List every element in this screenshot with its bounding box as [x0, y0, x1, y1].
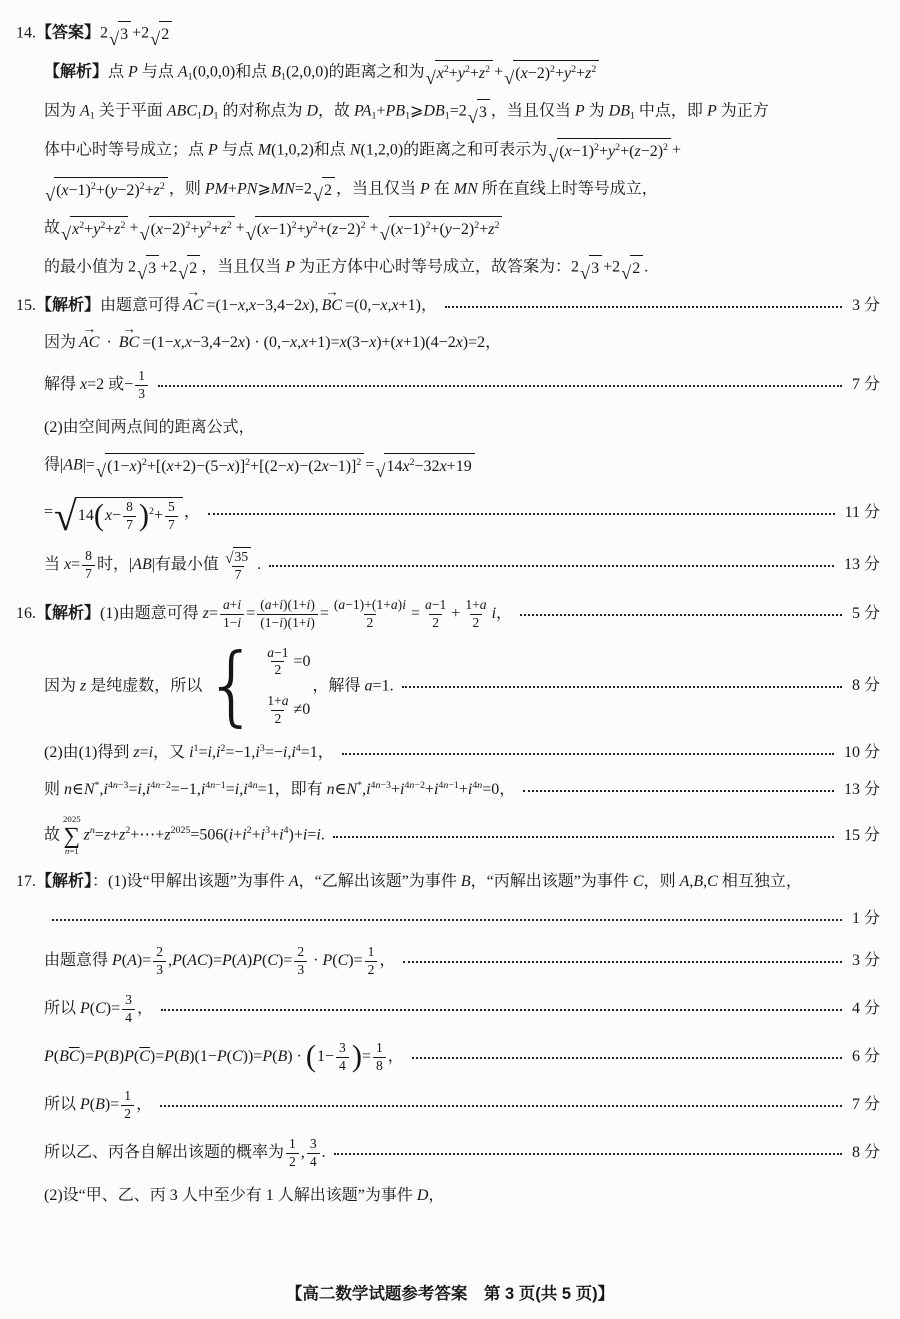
line-text: 则 $n\in N^*,i^{4n-3}=i,i^{4n-2}=-1,i^{4n-1}=i,i^{4n}=1$，即有 $n\in N^*,i^{4n-3}+i^{4n-2}+i^{4n-1}+i^{4n}=0$，: [44, 780, 516, 799]
line-text: 因为 AC → · BC → =(1−x,x−3,4−2x) · (0,−x,x+1)=x(3−x)+(x+1)(4−2x)=2，: [44, 331, 501, 355]
line-text: = √ 14 ( x− $\frac{8}{7}$ ) $^2$+ $\frac{5}{7}$ ，: [44, 492, 200, 539]
score-label: 3 分: [851, 297, 880, 314]
score-label: 8 分: [851, 677, 880, 695]
line-text: 解得 x=2 或− $\frac{1}{3}$: [44, 368, 150, 403]
score-label: 3 分: [851, 952, 880, 970]
line-q14-line5: [0, 216, 900, 242]
score-label: 1 分: [851, 909, 880, 927]
line-q14-line2: [0, 99, 900, 125]
line-q15-line2: [0, 331, 900, 355]
line-q17-line2: [0, 907, 900, 931]
dotted-leader: [208, 511, 835, 515]
line-text: 17.【解析】：(1)设“甲解出该题”为事件 A，“乙解出该题”为事件 B，“丙解出该题”为事件 C，则 A,B,C 相互独立，: [16, 872, 802, 890]
score-label: 4 分: [851, 1000, 880, 1018]
line-text: 【解析】点 P 与点 $A_1(0,0,0)$和点 $B_1(2,0,0)$的距离之和为 √ $x^2+y^2+z^2$ + √ $(x-2)^2+y^2+z^2$: [44, 60, 600, 86]
dotted-leader: [523, 788, 834, 792]
score-label: 11 分: [844, 503, 880, 521]
dotted-leader: [158, 383, 842, 387]
score-label: 10 分: [843, 744, 880, 762]
line-q17-line5: [0, 1040, 900, 1075]
line-q15-line5: [0, 453, 900, 479]
line-text: 由题意得 P(A)= $\frac{2}{3}$ ,P(AC)=P(A)P(C)= $\frac{2}{3}$ · P(C)= $\frac{1}{2}$ ，: [44, 943, 396, 977]
dotted-leader: [333, 834, 834, 838]
line-q15-line1: [0, 294, 900, 318]
line-q16-line4: [0, 778, 900, 802]
dotted-leader: [520, 612, 842, 616]
dotted-leader: [342, 751, 834, 755]
line-q15-line7: [0, 547, 900, 584]
line-text: 故 2025 ∑ n=1 $z^n=z+z^2+\cdots+z^{2025}=506(i+i^2+i^3+i^4)+i=i$.: [44, 814, 325, 857]
score-label: 7 分: [851, 376, 880, 394]
line-text: 当 x= $\frac{8}{7}$ 时，|AB|有最小值 √ 35 7 .: [44, 547, 262, 582]
line-q17-line4: [0, 992, 900, 1027]
line-q14-line1: [0, 60, 900, 86]
line-q16-line3: [0, 741, 900, 765]
line-text: 故 √ $x^2+y^2+z^2$ + √ $(x-2)^2+y^2+z^2$ + √ $(x-1)^2+y^2+(z-2)^2$ + √ $(x-1)^2+(y-2)^2+z^2$: [44, 216, 503, 242]
dotted-leader: [445, 304, 842, 308]
score-label: 13 分: [843, 556, 880, 574]
line-q15-line3: [0, 368, 900, 403]
line-q14-line4: [0, 177, 900, 203]
line-q15-line6: [0, 492, 900, 539]
line-text: 16.【解析】(1)由题意可得 z= $\frac{a+i}{1-i}$ = $\frac{(a+i)(1+i)}{(1-i)(1+i)}$ = $\frac{(a-1)+(1+a)i}{2}$ = $\frac{a-1}{2}$ + $\frac{1+a}{2}$ i，: [16, 596, 513, 630]
line-text: 体中心时等号成立；点 P 与点 M(1,0,2)和点 N(1,2,0)的距离之和可表示为 √ $(x-1)^2+y^2+(z-2)^2$ +: [44, 138, 681, 164]
dotted-leader: [160, 1103, 842, 1107]
line-q17-line8: [0, 1184, 900, 1208]
line-text: (2)由(1)得到 z=i，又 $i^1=i,i^2=-1,i^3=-i,i^4=1$，: [44, 743, 334, 762]
dotted-leader: [412, 1055, 842, 1059]
line-q14-line6: [0, 255, 900, 281]
line-text: 14.【答案】2 √ 3 +2 √ 2: [16, 21, 173, 47]
answer-content: [0, 21, 900, 1208]
dotted-leader: [52, 917, 842, 921]
line-text: (2)设“甲、乙、丙 3 人中至少有 1 人解出该题”为事件 D，: [44, 1186, 445, 1204]
line-text: √ $(x-1)^2+(y-2)^2+z^2$ ，则 PM+PN⩾MN=2 √ 2 ，当且仅当 P 在 MN 所在直线上时等号成立，: [44, 177, 658, 203]
score-label: 6 分: [851, 1048, 880, 1066]
line-text: 15.【解析】由题意可得 AC → =(1−x,x−3,4−2x), BC → =(0,−x,x+1)，: [16, 294, 437, 318]
line-text: 的最小值为 2 √ 3 +2 √ 2 ，当且仅当 P 为正方体中心时等号成立，故答案为：2 √ 3 +2 √ 2 .: [44, 255, 648, 281]
line-q15-line4: [0, 416, 900, 440]
line-q16-line5: [0, 815, 900, 856]
line-q17-line3: [0, 944, 900, 979]
dotted-leader: [161, 1007, 842, 1011]
score-label: 13 分: [843, 781, 880, 799]
line-q17-line1: [0, 870, 900, 894]
score-label: 8 分: [851, 1144, 880, 1162]
dotted-leader: [403, 959, 842, 963]
line-q16-line2: [0, 635, 900, 736]
score-label: 5 分: [851, 605, 880, 623]
line-text: 所以乙、丙各自解出该题的概率为 $\frac{1}{2}$ , $\frac{3}{4}$ .: [44, 1135, 326, 1169]
line-q16-line1: [0, 597, 900, 632]
line-text: $P(B\overline{C})=P(B)P(\overline{C})=P(B)(1-P(C))=P(B)$ · ( 1− $\frac{3}{4}$ ) = $\frac{1}{8}$ ，: [44, 1039, 404, 1074]
line-text: 所以 P(C)= $\frac{3}{4}$ ，: [44, 991, 153, 1025]
dotted-leader: [334, 1151, 842, 1155]
score-label: 15 分: [843, 827, 880, 845]
line-q17-line6: [0, 1088, 900, 1123]
line-text: 因为 z 是纯虚数，所以 { $\frac{a-1}{2}$ =0 $\frac{1+a}{2}$ ≠0 ，解得 a=1.: [44, 635, 394, 736]
score-label: 7 分: [851, 1096, 880, 1114]
line-q14-line3: [0, 138, 900, 164]
line-text: (2)由空间两点间的距离公式，: [44, 418, 255, 436]
line-text: 得|AB|= √ $(1-x)^2+[(x+2)-(5-x)]^2+[(2-x)-(2x-1)]^2$ = √ $14x^2-32x+19$: [44, 453, 476, 479]
dotted-leader: [402, 684, 842, 688]
page-footer: 【高二数学试题参考答案 第 3 页(共 5 页)】: [285, 1285, 615, 1304]
line-text: 所以 P(B)= $\frac{1}{2}$ ，: [44, 1087, 153, 1121]
line-text: 因为 $A_1$ 关于平面 $ABC_1D_1$ 的对称点为 D，故 $PA_1+PB_1⩾DB_1=2$ √ 3 ，当且仅当 P 为 $DB_1$ 中点，即 P 为正方: [44, 99, 769, 125]
line-q14-answer: [0, 21, 900, 47]
line-q17-line7: [0, 1136, 900, 1171]
dotted-leader: [269, 563, 834, 567]
